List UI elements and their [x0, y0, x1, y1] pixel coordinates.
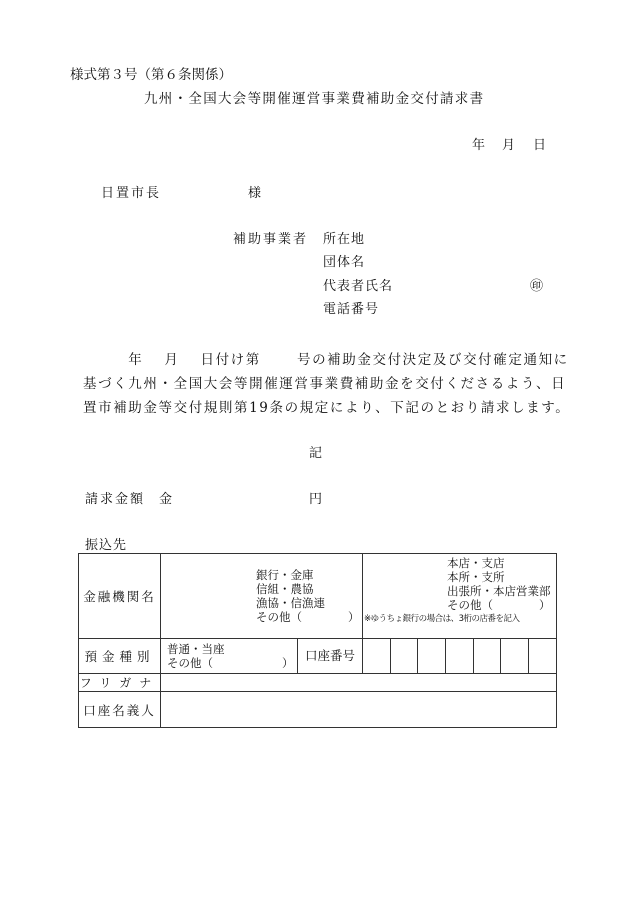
- furigana-row: [79, 674, 557, 692]
- document-title: 九州・全国大会等開催運営事業費補助金交付請求書: [144, 91, 485, 107]
- account-digit-box[interactable]: [529, 639, 557, 674]
- bank-transfer-table: [78, 553, 557, 728]
- request-paragraph: [83, 348, 571, 420]
- ki-heading: 記: [309, 446, 323, 461]
- deposit-row: [79, 639, 557, 674]
- paragraph-line: 年 月 日付け第 号の補助金交付決定及び交付確定通知に: [83, 352, 569, 368]
- institution-type-fishery: 漁協・信漁連: [256, 596, 325, 610]
- paragraph-line: 基づく九州・全国大会等開催運営事業費補助金を交付くださるよう、日: [83, 376, 567, 392]
- applicant-label: 補助事業者: [233, 232, 309, 247]
- applicant-field-group: 団体名: [323, 255, 366, 270]
- date-month: 月: [502, 138, 516, 153]
- transfer-heading: 振込先: [85, 538, 128, 553]
- yucho-note: ※ゆうちょ銀行の場合は、3桁の店番を記入: [364, 614, 520, 624]
- seal-mark: ㊞: [530, 279, 544, 294]
- branch-type-sub: 出張所・本店営業部: [447, 584, 551, 598]
- amount-value[interactable]: [180, 493, 300, 507]
- furigana-input[interactable]: [161, 674, 557, 692]
- applicant-field-representative: 代表者氏名: [323, 279, 394, 294]
- account-digit-box[interactable]: [446, 639, 474, 674]
- institution-type-credit: 信組・農協: [256, 582, 314, 596]
- account-digit-box[interactable]: [390, 639, 418, 674]
- deposit-option-other: その他（ ）: [167, 656, 294, 670]
- branch-type-other: その他（ ）: [447, 598, 551, 612]
- account-digit-box[interactable]: [418, 639, 446, 674]
- addressee-honorific: 様: [248, 186, 262, 201]
- addressee-name: 日置市長: [101, 186, 162, 201]
- account-digit-box[interactable]: [473, 639, 501, 674]
- institution-type-bank: 銀行・金庫: [256, 568, 314, 582]
- account-digit-box[interactable]: [501, 639, 529, 674]
- applicant-field-address: 所在地: [323, 232, 366, 247]
- deposit-type-cell[interactable]: [161, 639, 298, 674]
- date-day: 日: [533, 138, 547, 153]
- date-year: 年: [472, 138, 486, 153]
- account-holder-label: 口座名義人: [79, 692, 161, 728]
- deposit-type-label: 預金種別: [79, 639, 161, 674]
- applicant-field-phone: 電話番号: [323, 302, 380, 317]
- institution-type-other: その他（ ）: [256, 610, 360, 624]
- amount-label: 請求金額: [85, 492, 146, 507]
- branch-type-office: 本所・支所: [447, 570, 505, 584]
- deposit-option-ordinary: 普通・当座: [167, 642, 225, 656]
- institution-row: [79, 554, 557, 639]
- form-number: 様式第３号（第６条関係）: [70, 67, 232, 83]
- branch-type-cell[interactable]: [363, 554, 557, 639]
- account-number-label: 口座番号: [298, 639, 363, 674]
- account-holder-input[interactable]: [161, 692, 557, 728]
- amount-prefix: 金: [159, 492, 173, 507]
- institution-label: 金融機関名: [79, 554, 161, 639]
- institution-type-cell[interactable]: [161, 554, 363, 639]
- branch-type-main: 本店・支店: [447, 556, 505, 570]
- paragraph-line: 置市補助金等交付規則第19条の規定により、下記のとおり請求します。: [83, 400, 571, 416]
- furigana-label: フリガナ: [79, 674, 161, 692]
- amount-unit: 円: [309, 492, 323, 507]
- account-digit-box[interactable]: [363, 639, 391, 674]
- holder-row: [79, 692, 557, 728]
